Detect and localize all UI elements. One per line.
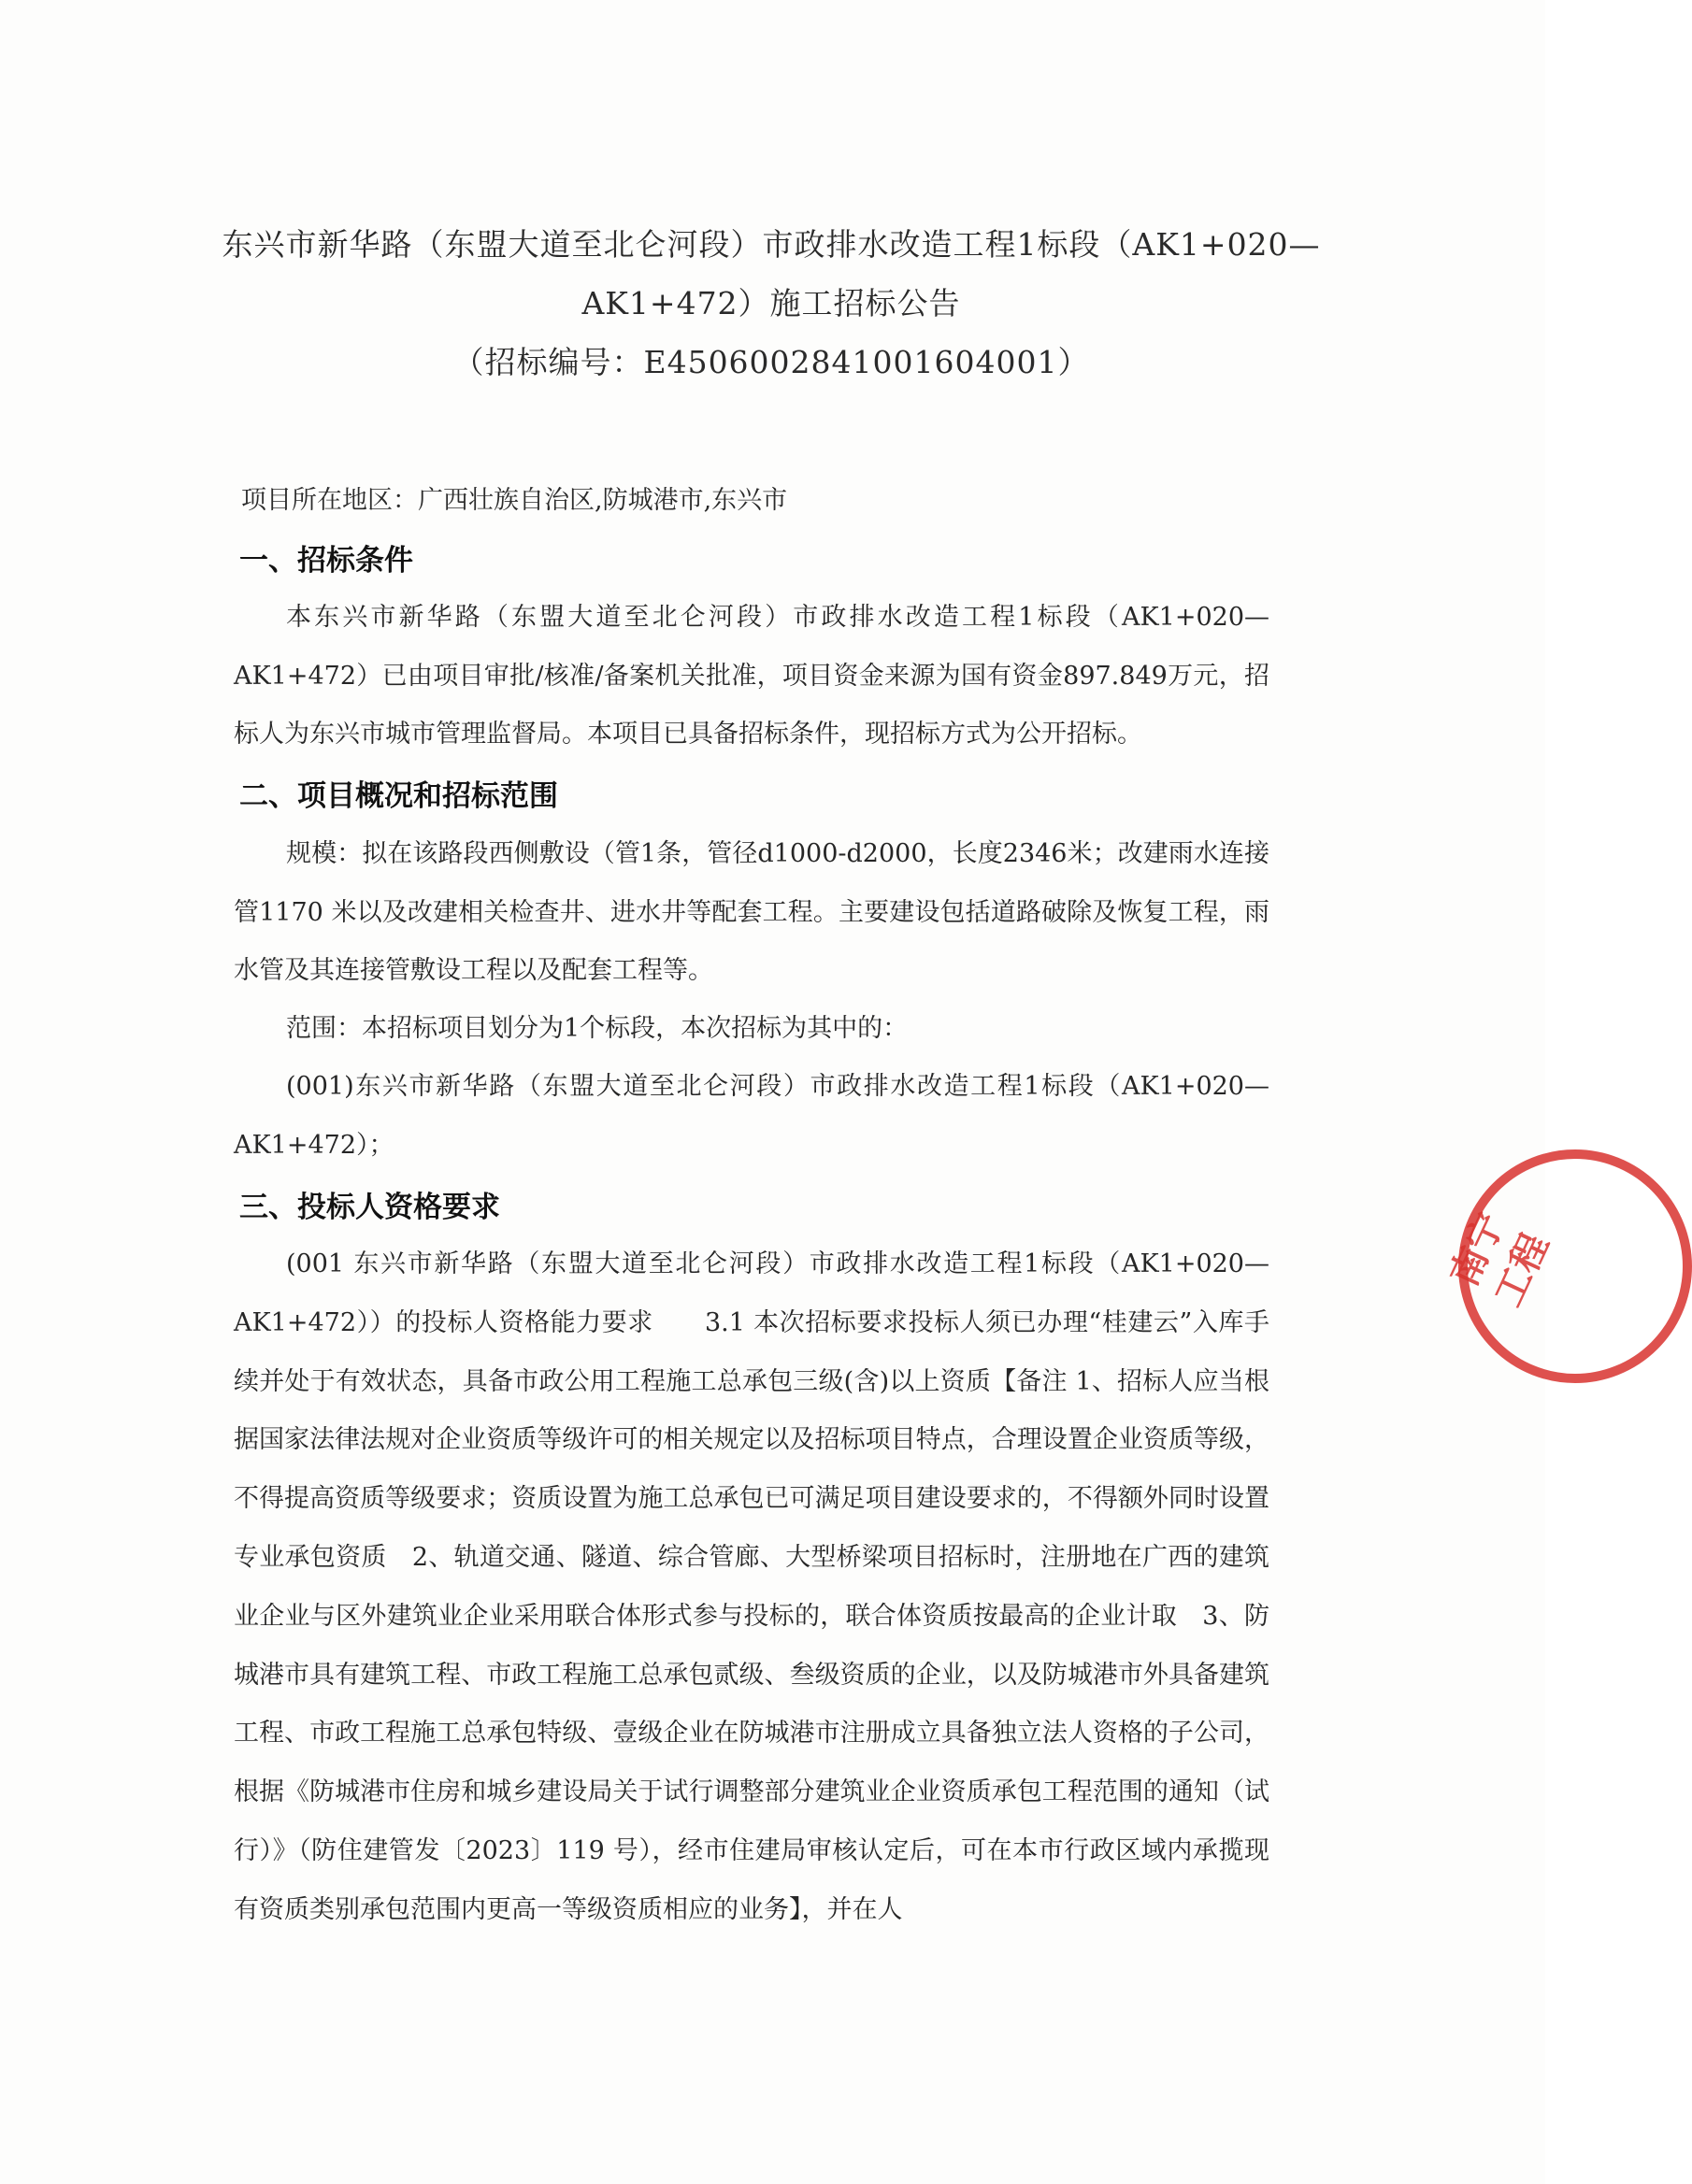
project-region: 项目所在地区：广西壮族自治区,防城港市,东兴市: [241, 486, 788, 515]
section-heading-bidder-qualifications: 三、投标人资格要求: [239, 1191, 500, 1224]
document-title-line-2: AK1+472）施工招标公告: [581, 285, 961, 321]
paragraph-tender-conditions: 本东兴市新华路（东盟大道至北仑河段）市政排水改造工程1标段（AK1+020—AK1+472）已由项目审批/核准/备案机关批准，项目资金来源为国有资金897.849万元，招标人为东兴市城市管理监督局。本项目已具备招标条件，现招标方式为公开招标。: [234, 603, 1269, 749]
section-heading-tender-conditions: 一、招标条件: [239, 544, 413, 578]
section-heading-project-overview: 二、项目概况和招标范围: [239, 779, 558, 813]
paragraph-lot-description: (001)东兴市新华路（东盟大道至北仑河段）市政排水改造工程1标段（AK1+020—AK1+472）；: [234, 1072, 1269, 1160]
paragraph-bidder-qualifications: (001 东兴市新华路（东盟大道至北仑河段）市政排水改造工程1标段（AK1+020—AK1+472））的投标人资格能力要求 3.1 本次招标要求投标人须已办理“桂建云”入库手续并处于有效状态，具备市政公用工程施工总承包三级(含)以上资质【备注 1、招标人应当根据国家法律法规对企业资质等级许可的相关规定以及招标项目特点，合理设置企业资质等级，不得提高资质等级要求；资质设置为施工总承包已可满足项目建设要求的，不得额外同时设置专业承包资质 2、轨道交通、隧道、综合管廊、大型桥梁项目招标时，注册地在广西的建筑业企业与区外建筑业企业采用联合体形式参与投标的，联合体资质按最高的企业计取 3、防城港市具有建筑工程、市政工程施工总承包贰级、叁级资质的企业，以及防城港市外具备建筑工程、市政工程施工总承包特级、壹级企业在防城港市注册成立具备独立法人资格的子公司，根据《防城港市住房和城乡建设局关于试行调整部分建筑业企业资质承包工程范围的通知（试行）》（防住建管发〔2023〕119 号），经市住建局审核认定后，可在本市行政区域内承揽现有资质类别承包范围内更高一等级资质相应的业务】，并在人: [234, 1249, 1269, 1924]
official-seal-text: 南宁 工程: [1442, 1206, 1557, 1314]
tender-number: （招标编号：E4506002841001604001）: [452, 344, 1090, 380]
paragraph-tender-scope: 范围：本招标项目划分为1个标段，本次招标为其中的：: [286, 1014, 909, 1043]
document-title-line-1: 东兴市新华路（东盟大道至北仑河段）市政排水改造工程1标段（AK1+020—: [222, 226, 1321, 263]
paragraph-project-scale: 规模：拟在该路段西侧敷设（管1条，管径d1000-d2000，长度2346米；改建雨水连接管1170 米以及改建相关检查井、进水井等配套工程。主要建设包括道路破除及恢复工程，雨水管及其连接管敷设工程以及配套工程等。: [234, 839, 1269, 985]
